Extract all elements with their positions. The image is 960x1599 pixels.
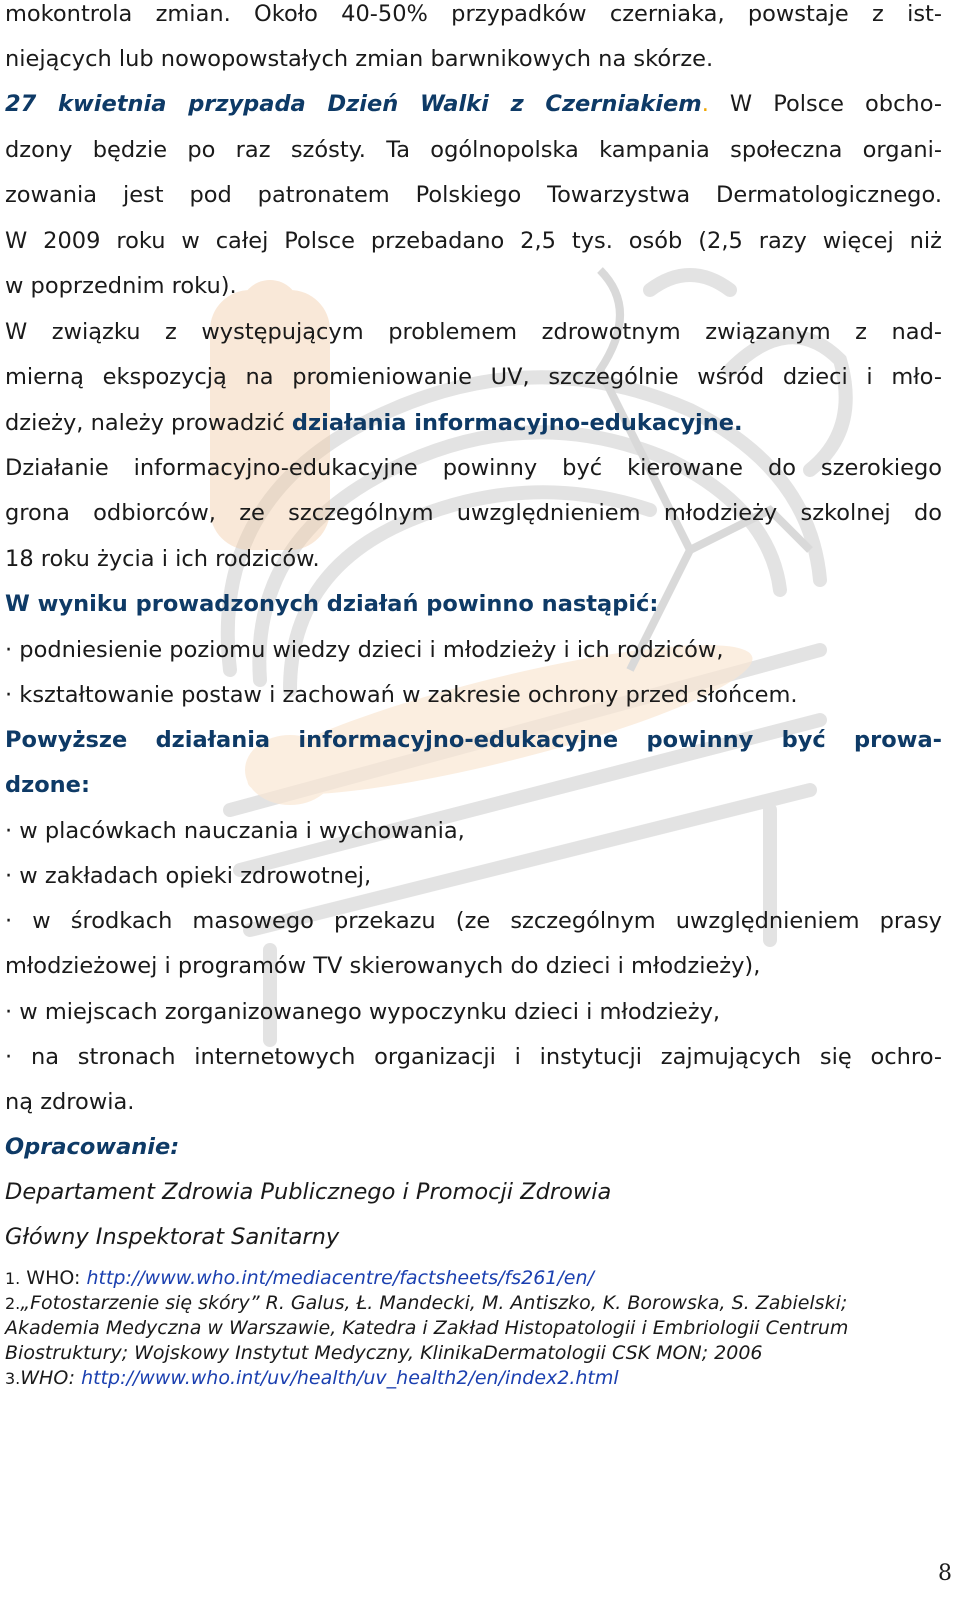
text-span: W Polsce obcho- <box>708 91 942 117</box>
paragraph-line: zowania jest pod patronatem Polskiego Towarzystwa Dermatologicznego. <box>5 182 942 208</box>
paragraph-line: mierną ekspozycją na promieniowanie UV, szczególnie wśród dzieci i mło- <box>5 364 942 390</box>
list-item: · w placówkach nauczania i wychowania, <box>5 818 465 844</box>
paragraph-line: Działanie informacyjno-edukacyjne powinny być kierowane do szerokiego <box>5 455 942 481</box>
emphasis-text: działania informacyjno-edukacyjne. <box>291 410 743 436</box>
paragraph-line: grona odbiorców, ze szczególnym uwzględnieniem młodzieży szkolnej do <box>5 500 942 526</box>
accent-dot: . <box>701 91 709 117</box>
paragraph-line: mokontrola zmian. Około 40-50% przypadków czerniaka, powstaje z ist- <box>5 1 942 27</box>
reference-number: 2. <box>5 1294 21 1313</box>
paragraph-line: W związku z występującym problemem zdrowotnym związanym z nad- <box>5 319 942 345</box>
reference-label: WHO: <box>20 1267 87 1289</box>
section-heading: dzone: <box>5 772 90 798</box>
paragraph-line: dzony będzie po raz szósty. Ta ogólnopolska kampania społeczna organi- <box>5 137 942 163</box>
event-highlight: 27 kwietnia przypada Dzień Walki z Czerniakiem <box>5 91 702 117</box>
reference-2-line: Biostruktury; Wojskowy Instytut Medyczny, KlinikaDermatologii CSK MON; 2006 <box>5 1342 763 1364</box>
reference-link[interactable]: http://www.who.int/mediacentre/factsheets/fs261/en/ <box>86 1267 594 1289</box>
reference-label: WHO: <box>20 1367 82 1389</box>
reference-number: 1. <box>5 1269 21 1288</box>
paragraph-line: 18 roku życia i ich rodziców. <box>5 546 320 572</box>
text-span: dzieży, należy prowadzić <box>5 410 292 436</box>
reference-text: „Fotostarzenie się skóry” R. Galus, Ł. Mandecki, M. Antiszko, K. Borowska, S. Zabielski; <box>20 1292 848 1314</box>
list-item: · podniesienie poziomu wiedzy dzieci i młodzieży i ich rodziców, <box>5 637 724 663</box>
list-item: · na stronach internetowych organizacji i instytucji zajmujących się ochro- <box>5 1044 942 1070</box>
paragraph-line: niejących lub nowopowstałych zmian barwnikowych na skórze. <box>5 46 714 72</box>
list-item: · w miejscach zorganizowanego wypoczynku dzieci i młodzieży, <box>5 999 721 1025</box>
reference-link[interactable]: http://www.who.int/uv/health/uv_health2/en/index2.html <box>81 1367 619 1389</box>
reference-2 <box>5 1291 847 1316</box>
page-number: 8 <box>938 1561 952 1586</box>
paragraph-line: w poprzednim roku). <box>5 273 237 299</box>
list-item: · kształtowanie postaw i zachowań w zakresie ochrony przed słońcem. <box>5 682 798 708</box>
credits-institution: Główny Inspektorat Sanitarny <box>5 1224 340 1250</box>
credits-department: Departament Zdrowia Publicznego i Promocji Zdrowia <box>5 1179 612 1205</box>
list-item: · w zakładach opieki zdrowotnej, <box>5 863 372 889</box>
section-heading: W wyniku prowadzonych działań powinno nastąpić: <box>5 591 659 617</box>
list-item: · w środkach masowego przekazu (ze szczególnym uwzględnieniem prasy <box>5 908 942 934</box>
credits-heading: Opracowanie: <box>5 1134 180 1160</box>
reference-number: 3. <box>5 1369 21 1388</box>
section-heading: Powyższe działania informacyjno-edukacyjne powinny być prowa- <box>5 727 942 753</box>
reference-3 <box>5 1366 619 1391</box>
reference-1 <box>5 1266 594 1291</box>
paragraph-line: W 2009 roku w całej Polsce przebadano 2,5 tys. osób (2,5 razy więcej niż <box>5 228 942 254</box>
paragraph-line <box>5 90 942 118</box>
list-item: młodzieżowej i programów TV skierowanych do dzieci i młodzieży), <box>5 953 761 979</box>
reference-2-line: Akademia Medyczna w Warszawie, Katedra i Zakład Histopatologii i Embriologii Centrum <box>5 1317 849 1339</box>
paragraph-line <box>5 409 743 437</box>
list-item: ną zdrowia. <box>5 1089 135 1115</box>
